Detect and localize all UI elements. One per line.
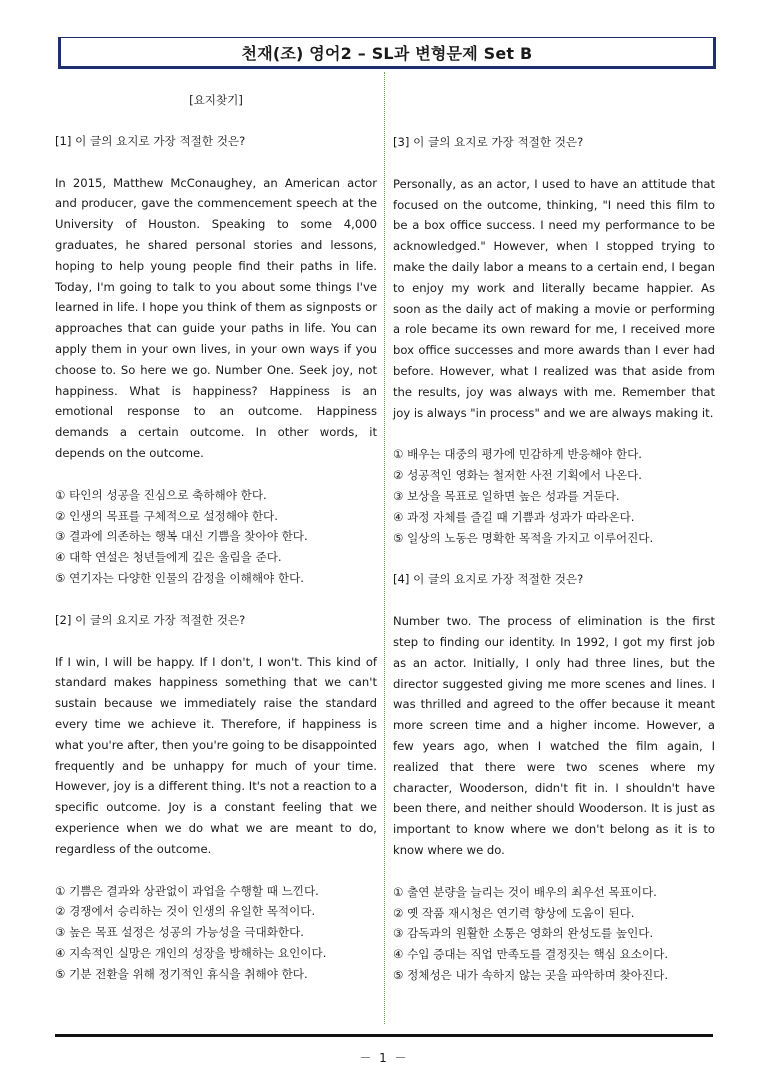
left-column [55,90,377,1005]
question-2-choices [55,881,377,985]
section-label: [요지찾기] [189,93,243,107]
choice[interactable]: ⑤ 일상의 노동은 명확한 목적을 가지고 이루어진다. [393,530,654,545]
choice[interactable]: ③ 높은 목표 설정은 성공의 가능성을 극대화한다. [55,925,304,940]
choice[interactable]: ① 타인의 성공을 진심으로 축하해야 한다. [55,487,267,502]
choice[interactable]: ④ 과정 자체를 즐길 때 기쁨과 성과가 따라온다. [393,509,635,524]
choice[interactable]: ① 출연 분량을 늘리는 것이 배우의 최우선 목표이다. [393,884,657,899]
choice[interactable]: ④ 수입 증대는 직업 만족도를 결정짓는 핵심 요소이다. [393,947,669,962]
choice[interactable]: ② 옛 작품 재시청은 연기력 향상에 도움이 된다. [393,905,635,920]
page-title-text: 천재(조) 영어2 – SL과 변형문제 Set B [241,43,533,63]
question-3-passage: Personally, as an actor, I used to have an attitude that focused on the outcome, thinking, "I need this film to be a box office success. I need my performance to be acknowledged." However, when I stopped trying to make the daily labor a means to a certain end, I began to enjoy my work and literally became happier. As soon as the daily act of making a movie or performing a role became its own reward for me, I received more box office successes and more awards than I ever had before. However, what I realized was that aside from the results, joy was always with me. Remember that joy is always "in process" and we are always making it. [393,176,715,420]
choice[interactable]: ① 배우는 대중의 평가에 민감하게 반응해야 한다. [393,447,642,462]
question-4-choices [393,882,715,986]
choice[interactable]: ④ 지속적인 실망은 개인의 성장을 방해하는 요인이다. [55,945,327,960]
choice[interactable]: ② 성공적인 영화는 철저한 사전 기획에서 나온다. [393,468,642,483]
choice[interactable]: ② 인생의 목표를 구체적으로 설정해야 한다. [55,508,278,523]
choice[interactable]: ① 기쁨은 결과와 상관없이 과업을 수행할 때 느낀다. [55,883,319,898]
choice[interactable]: ② 경쟁에서 승리하는 것이 인생의 유일한 목적이다. [55,904,316,919]
question-2-passage: If I win, I will be happy. If I don't, I won't. This kind of standard makes happiness something that we can't sustain because we immediately raise the standard every time we achieve it. Therefore, if happiness is what you're after, then you're going to be disappointed frequently and be unhappy for much of your time. However, joy is a different thing. It's not a reaction to a specific outcome. Joy is a constant feeling that we experience when we do what we are meant to do, regardless of the outcome. [55,654,377,856]
question-1-title: [1] 이 글의 요지로 가장 적절한 것은? [55,133,246,148]
choice[interactable]: ③ 결과에 의존하는 행복 대신 기쁨을 찾아야 한다. [55,529,308,544]
page-number: － 1 － [359,1051,409,1065]
column-divider [384,72,385,1024]
question-3-title: [3] 이 글의 요지로 가장 적절한 것은? [393,135,584,149]
choice[interactable]: ⑤ 정체성은 내가 속하지 않는 곳을 파악하며 찾아진다. [393,967,669,982]
question-3-choices [393,444,715,548]
footer-rule [55,1034,713,1037]
question-4-title: [4] 이 글의 요지로 가장 적절한 것은? [393,572,584,587]
question-1-passage: In 2015, Matthew McConaughey, an American actor and producer, gave the commencement speech at the University of Houston. Speaking to some 4,000 graduates, he shared personal stories and lessons, hoping to help young people find their paths in life. Today, I'm going to talk to you about some things I've learned in life. I hope you think of them as signposts or approaches that can guide your paths in life. You can apply them in your own lives, in your own ways if you choose to. So here we go. Number One. Seek joy, not happiness. What is happiness? Happiness is an emotional response to an outcome. Happiness demands a certain outcome. In other words, it depends on the outcome. [55,175,377,460]
question-1-choices [55,485,377,589]
question-2-title: [2] 이 글의 요지로 가장 적절한 것은? [55,612,246,627]
choice[interactable]: ⑤ 기분 전환을 위해 정기적인 휴식을 취해야 한다. [55,966,308,981]
page-title [58,37,716,67]
choice[interactable]: ⑤ 연기자는 다양한 인물의 감정을 이해해야 한다. [55,570,304,585]
choice[interactable]: ④ 대학 연설은 청년들에게 깊은 울림을 준다. [55,550,282,565]
question-4-passage: Number two. The process of elimination is the first step to finding our identity. In 1992, I got my first job as an actor. Initially, I only had three lines, but the director suggested giving me more scenes and lines. I was thrilled and agreed to the offer because it meant more screen time and a higher income. However, a few years ago, when I watched the film again, I realized that there were two scenes where my character, Wooderson, didn't fit in. I shouldn't have been there, and neither should Wooderson. It is just as important to know where we don't belong as it is to know where we do. [393,614,715,857]
choice[interactable]: ③ 감독과의 원활한 소통은 영화의 완성도를 높인다. [393,926,654,941]
choice[interactable]: ③ 보상을 목표로 일하면 높은 성과를 거둔다. [393,488,620,503]
right-column [393,132,715,1007]
